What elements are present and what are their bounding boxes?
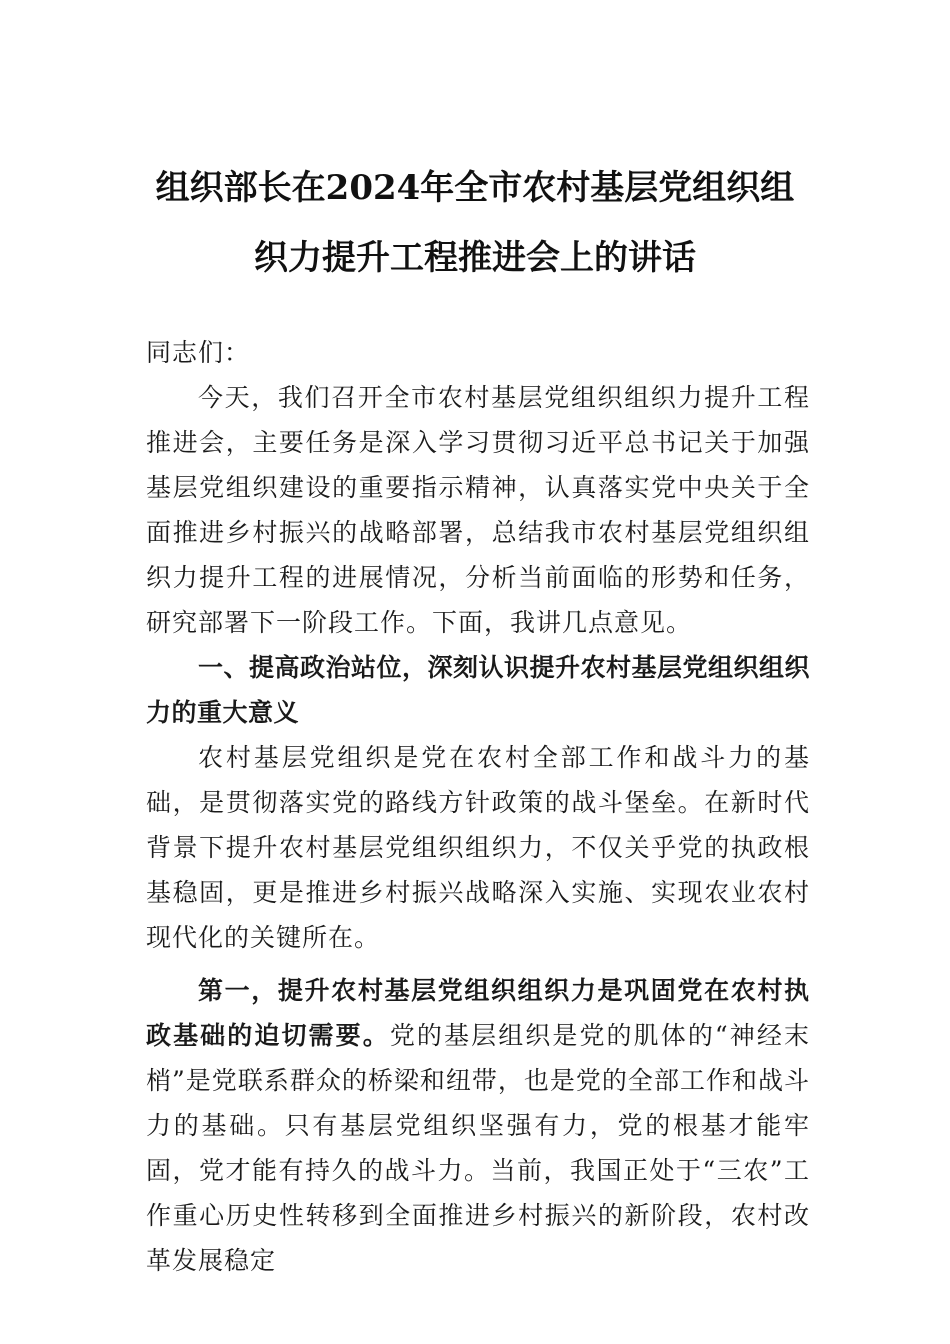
section-1-heading: 一、提高政治站位，深刻认识提升农村基层党组织组织力的重大意义 [146, 653, 811, 727]
point-1-body: 党的基层组织是党的肌体的“神经末梢”是党联系群众的桥梁和纽带，也是党的全部工作和战斗力的基础。只有基层党组织坚强有力，党的根基才能牢固，党才能有持久的战斗力。当前，我国正处于“三农”工作重心历史性转移到全面推进乡村振兴的新阶段，农村改革发展稳定 [146, 1021, 810, 1275]
section-1-paragraph: 农村基层党组织是党在农村全部工作和战斗力的基础，是贯彻落实党的路线方针政策的战斗堡垒。在新时代背景下提升农村基层党组织组织力，不仅关乎党的执政根基稳固，更是推进乡村振兴战略深入实施、实现农业农村现代化的关键所在。 [146, 743, 810, 952]
document-body [146, 330, 810, 1283]
salutation: 同志们： [146, 338, 251, 367]
document-title-line-1: 组织部长在2024年全市农村基层党组织组 [155, 168, 795, 208]
intro-paragraph: 今天，我们召开全市农村基层党组织组织力提升工程推进会，主要任务是深入学习贯彻习近平总书记关于加强基层党组织建设的重要指示精神，认真落实党中央关于全面推进乡村振兴的战略部署，总结我市农村基层党组织组织力提升工程的进展情况，分析当前面临的形势和任务，研究部署下一阶段工作。下面，我讲几点意见。 [146, 383, 810, 637]
point-1-lead: 第一，提升农村基层党组织组织力是巩固党在农村执政基础的迫切需要。 [146, 976, 810, 1050]
paragraph-spacer [146, 960, 810, 968]
document-title-line-2: 织力提升工程推进会上的讲话 [254, 238, 696, 278]
point-1-paragraph [146, 968, 810, 1283]
